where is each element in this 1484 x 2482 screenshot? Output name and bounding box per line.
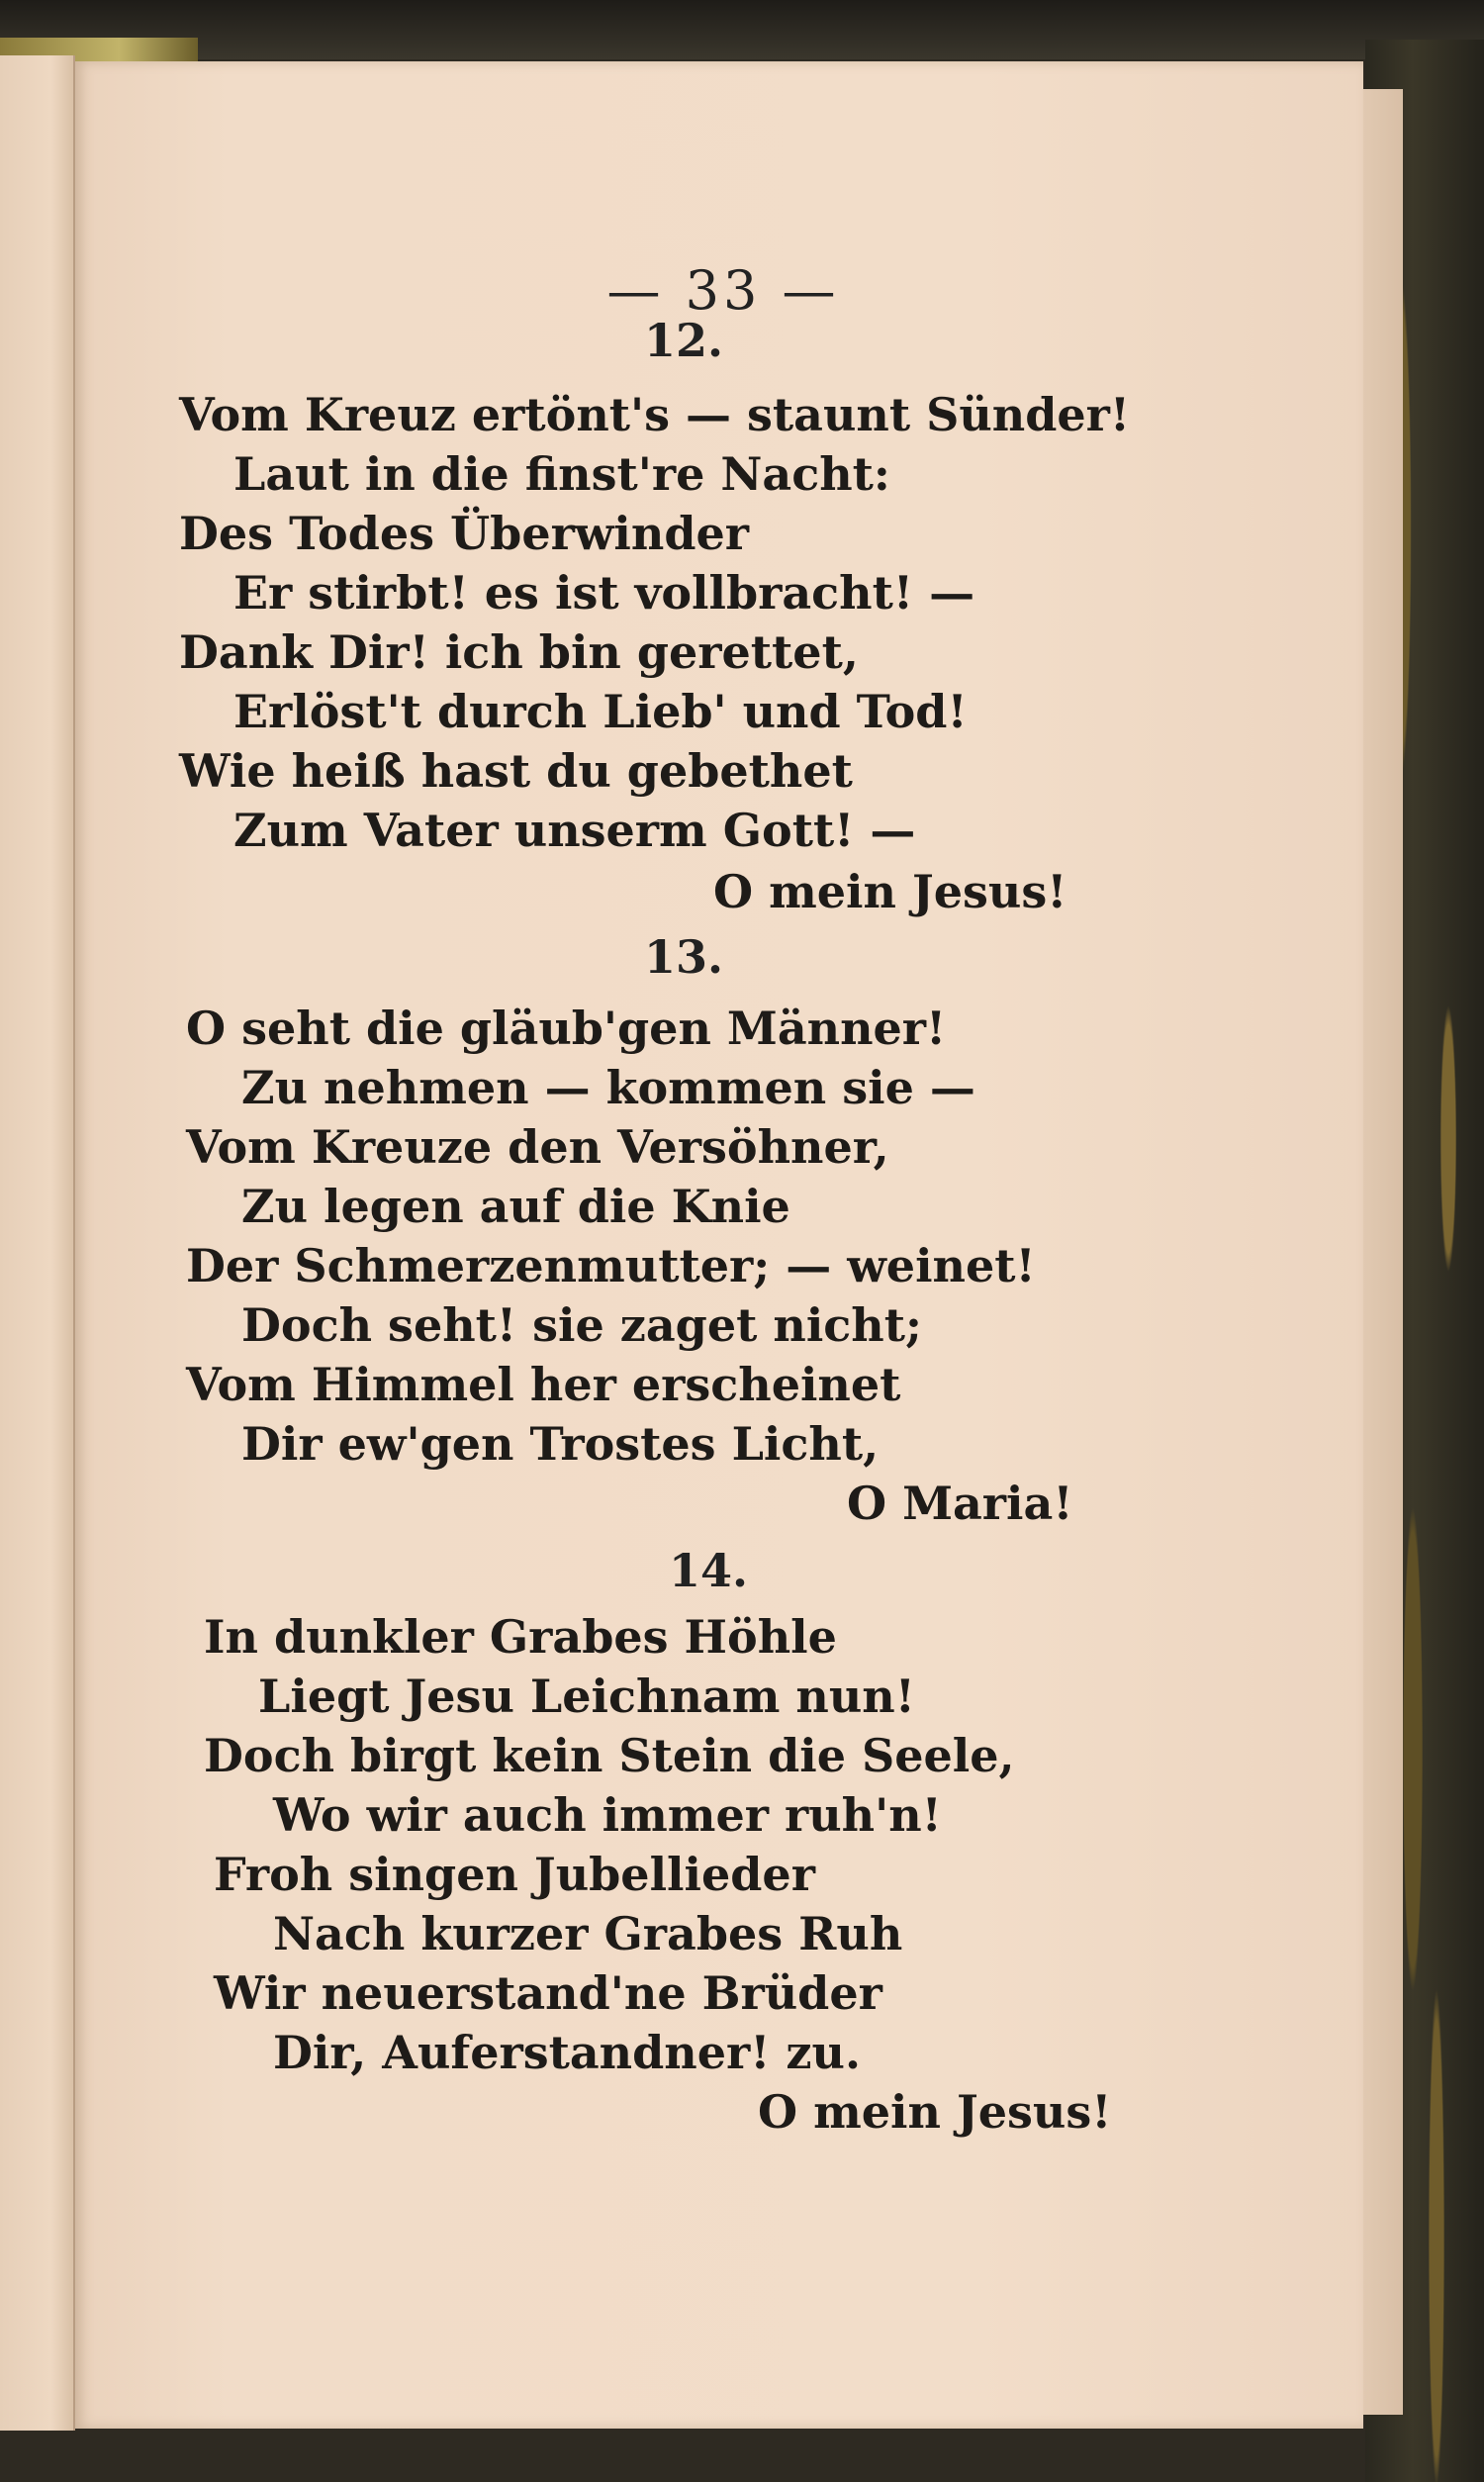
verse-line: Liegt Jesu Leichnam nun! (258, 1670, 915, 1723)
verse-line: In dunkler Grabes Höhle (204, 1610, 837, 1664)
verse-line: Vom Himmel her erscheinet (186, 1358, 901, 1411)
refrain: O mein Jesus! (758, 2085, 1112, 2139)
verse-line: Nach kurzer Grabes Ruh (273, 1907, 903, 1960)
verse-line: Erlöst't durch Lieb' und Tod! (233, 685, 968, 738)
verse-line: Wo wir auch immer ruh'n! (273, 1788, 942, 1842)
verse-line: Wie heiß hast du gebethet (179, 744, 853, 798)
verse-line: Wir neuerstand'ne Brüder (214, 1966, 882, 2020)
left-facing-page (0, 55, 75, 2431)
verse-line: Laut in die finst're Nacht: (233, 447, 890, 501)
stanza-number: 13. (644, 930, 724, 984)
verse-line: Vom Kreuze den Versöhner, (186, 1120, 889, 1174)
verse-line: Er stirbt! es ist vollbracht! — (233, 566, 975, 620)
verse-line: Der Schmerzenmutter; — weinet! (186, 1239, 1036, 1292)
book-page (75, 61, 1363, 2429)
refrain: O mein Jesus! (713, 865, 1067, 918)
verse-line: O seht die gläub'gen Männer! (186, 1002, 947, 1055)
verse-line: Zum Vater unserm Gott! — (233, 804, 916, 857)
refrain: O Maria! (847, 1477, 1073, 1530)
verse-line: Dir ew'gen Trostes Licht, (241, 1417, 880, 1471)
verse-line: Des Todes Überwinder (179, 507, 750, 560)
stanza-number: 12. (644, 314, 724, 367)
verse-line: Dank Dir! ich bin gerettet, (179, 625, 859, 679)
verse-line: Doch seht! sie zaget nicht; (241, 1298, 922, 1352)
page-header: — 33 — (606, 259, 840, 322)
verse-line: Vom Kreuz ertönt's — staunt Sünder! (179, 388, 1131, 441)
book-top-edge (0, 0, 1484, 59)
stanza-number: 14. (669, 1544, 749, 1597)
verse-line: Dir, Auferstandner! zu. (273, 2026, 862, 2079)
verse-line: Zu legen auf die Knie (241, 1180, 790, 1233)
verse-line: Zu nehmen — kommen sie — (241, 1061, 975, 1114)
verse-line: Froh singen Jubellieder (214, 1848, 815, 1901)
verse-line: Doch birgt kein Stein die Seele, (204, 1729, 1015, 1782)
